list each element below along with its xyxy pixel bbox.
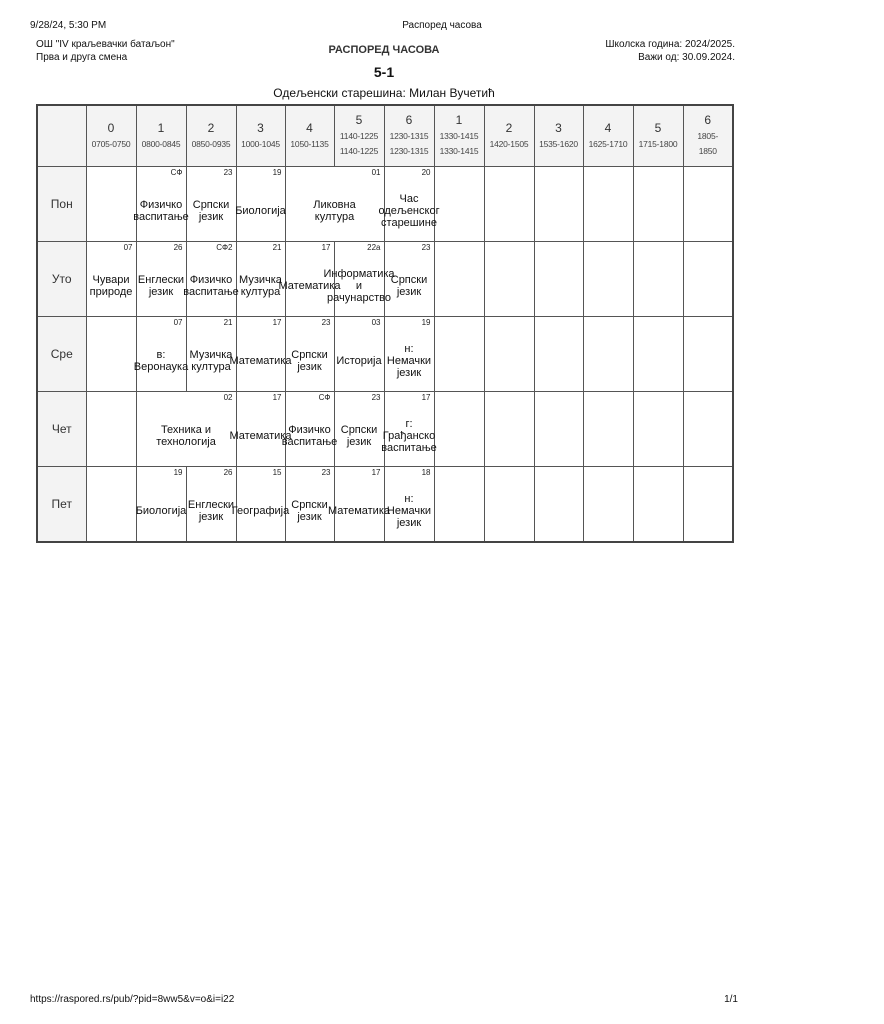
day-label: Сре bbox=[37, 317, 86, 392]
lesson-cell bbox=[136, 242, 186, 317]
lesson-cell bbox=[136, 392, 236, 467]
lesson-cell bbox=[381, 392, 437, 467]
period-header bbox=[434, 105, 484, 167]
lesson-cell bbox=[86, 317, 136, 392]
period-number: 6 bbox=[405, 113, 413, 127]
day-row bbox=[37, 317, 733, 392]
lesson-cell bbox=[534, 167, 583, 242]
print-doc-title: Распоред часова bbox=[402, 20, 482, 31]
lesson-cell bbox=[583, 167, 633, 242]
lesson-cell bbox=[186, 167, 236, 242]
room-number: СФ bbox=[318, 393, 331, 402]
lesson-cell bbox=[633, 167, 683, 242]
lesson-cell bbox=[583, 242, 633, 317]
period-header bbox=[136, 105, 186, 167]
lesson-cell bbox=[285, 167, 384, 242]
period-time: 1805- bbox=[697, 131, 719, 141]
period-header bbox=[334, 105, 384, 167]
subject-name: Час одељенског старешине bbox=[378, 193, 440, 229]
lesson-cell bbox=[633, 242, 683, 317]
lesson-cell bbox=[378, 167, 440, 242]
subject-name: Енглески језик bbox=[187, 499, 235, 523]
school-name: ОШ "IV краљевачки батаљон" bbox=[36, 39, 175, 50]
lesson-cell bbox=[683, 167, 733, 242]
subject-name: Математика bbox=[328, 505, 390, 517]
period-time: 1230-1315 bbox=[389, 131, 429, 141]
room-number: 19 bbox=[173, 468, 183, 477]
lesson-cell bbox=[683, 467, 733, 543]
lesson-cell bbox=[328, 467, 390, 543]
lesson-cell bbox=[86, 467, 136, 543]
period-number: 5 bbox=[355, 113, 363, 127]
subject-name: в: Веронаука bbox=[133, 349, 189, 373]
day-row bbox=[37, 392, 733, 467]
period-time: 0800-0845 bbox=[141, 138, 181, 149]
lesson-cell bbox=[136, 467, 186, 543]
lesson-cell bbox=[229, 317, 292, 392]
room-number: 01 bbox=[371, 168, 381, 177]
period-time: 1625-1710 bbox=[588, 138, 628, 149]
subject-name: Географија bbox=[231, 505, 290, 517]
room-number: СФ bbox=[170, 168, 183, 177]
period-header bbox=[484, 105, 534, 167]
room-number: 15 bbox=[272, 468, 282, 477]
period-time: 1715-1800 bbox=[638, 138, 678, 149]
subject-name: Српски језик bbox=[390, 274, 428, 298]
lesson-cell bbox=[534, 242, 583, 317]
footer-url: https://raspored.rs/pub/?pid=8ww5&v=o&i=i22 bbox=[30, 994, 235, 1005]
lesson-cell bbox=[183, 242, 239, 317]
lesson-cell bbox=[384, 467, 434, 543]
period-time: 1050-1135 bbox=[290, 138, 329, 149]
subject-name: Техника и технологија bbox=[156, 424, 216, 448]
room-number: 17 bbox=[272, 393, 282, 402]
period-header bbox=[86, 105, 136, 167]
lesson-cell bbox=[133, 167, 189, 242]
lesson-cell bbox=[285, 467, 334, 543]
lesson-cell bbox=[583, 317, 633, 392]
subject-name: Биологија bbox=[235, 205, 286, 217]
subject-name: Биологија bbox=[135, 505, 187, 517]
period-number: 4 bbox=[306, 120, 313, 135]
period-time: 1230-1315 bbox=[389, 146, 429, 156]
day-label: Пон bbox=[37, 167, 86, 242]
period-header bbox=[583, 105, 633, 167]
lesson-cell bbox=[434, 467, 484, 543]
room-number: 03 bbox=[371, 318, 381, 327]
lesson-cell bbox=[683, 317, 733, 392]
room-number: 21 bbox=[223, 318, 233, 327]
schedule-table bbox=[36, 104, 734, 543]
day-row bbox=[37, 167, 733, 242]
period-header-row bbox=[37, 105, 733, 167]
period-number: 1 bbox=[157, 120, 165, 135]
period-number: 2 bbox=[505, 120, 513, 135]
subject-name: Музичка култура bbox=[239, 274, 282, 298]
subject-name: Математика bbox=[229, 355, 292, 367]
lesson-cell bbox=[86, 167, 136, 242]
lesson-cell bbox=[633, 392, 683, 467]
lesson-cell bbox=[285, 317, 334, 392]
lesson-cell bbox=[633, 317, 683, 392]
period-time: 1330-1415 bbox=[439, 146, 479, 156]
lesson-cell bbox=[334, 317, 384, 392]
day-row bbox=[37, 467, 733, 543]
room-number: 17 bbox=[421, 393, 431, 402]
subject-name: н: Немачки језик bbox=[386, 493, 432, 529]
school-year: Школска година: 2024/2025. bbox=[605, 39, 735, 50]
subject-name: Математика bbox=[229, 430, 292, 442]
room-number: 02 bbox=[223, 393, 233, 402]
subject-name: н: Немачки језик bbox=[386, 343, 432, 379]
subject-name: Физичко васпитање bbox=[281, 424, 338, 448]
lesson-cell bbox=[384, 242, 434, 317]
subject-name: Историја bbox=[336, 355, 382, 367]
subject-name: Физичко васпитање bbox=[183, 274, 239, 298]
lesson-cell bbox=[683, 242, 733, 317]
subject-name: Српски језик bbox=[291, 499, 328, 523]
lesson-cell bbox=[86, 392, 136, 467]
period-time: 1000-1045 bbox=[241, 138, 280, 149]
subject-name: Српски језик bbox=[192, 199, 230, 223]
room-number: 07 bbox=[123, 243, 133, 252]
school-shift: Прва и друга смена bbox=[36, 52, 128, 63]
subject-name: Музичка култура bbox=[189, 349, 233, 373]
period-header bbox=[285, 105, 334, 167]
period-time: 1420-1505 bbox=[489, 138, 529, 149]
footer-page-number: 1/1 bbox=[724, 994, 738, 1005]
subject-name: Физичко васпитање bbox=[133, 199, 189, 223]
lesson-cell bbox=[229, 392, 292, 467]
room-number: 19 bbox=[421, 318, 431, 327]
room-number: 23 bbox=[321, 318, 331, 327]
lesson-cell bbox=[583, 392, 633, 467]
room-number: 18 bbox=[421, 468, 431, 477]
room-number: 19 bbox=[272, 168, 282, 177]
lesson-cell bbox=[434, 167, 484, 242]
period-time: 1535-1620 bbox=[539, 138, 578, 149]
page-title: РАСПОРЕД ЧАСОВА bbox=[328, 44, 440, 56]
period-time: 0850-0935 bbox=[191, 138, 231, 149]
period-header bbox=[534, 105, 583, 167]
period-number: 5 bbox=[654, 120, 662, 135]
lesson-cell bbox=[236, 167, 285, 242]
lesson-cell bbox=[236, 242, 285, 317]
room-number: 26 bbox=[173, 243, 183, 252]
period-number: 4 bbox=[604, 120, 612, 135]
day-label: Пет bbox=[37, 467, 86, 543]
lesson-cell bbox=[534, 392, 583, 467]
period-header bbox=[384, 105, 434, 167]
period-time: 0705-0750 bbox=[91, 138, 131, 149]
lesson-cell bbox=[434, 242, 484, 317]
period-number: 3 bbox=[257, 120, 264, 135]
lesson-cell bbox=[484, 392, 534, 467]
lesson-cell bbox=[434, 392, 484, 467]
lesson-cell bbox=[281, 392, 338, 467]
day-label: Уто bbox=[37, 242, 86, 317]
period-time: 1330-1415 bbox=[439, 131, 479, 141]
room-number: 22а bbox=[367, 243, 381, 252]
lesson-cell bbox=[534, 467, 583, 543]
lesson-cell bbox=[484, 317, 534, 392]
subject-name: г: Грађанско васпитање bbox=[381, 418, 437, 454]
period-header bbox=[236, 105, 285, 167]
period-number: 0 bbox=[107, 120, 115, 135]
room-number: 23 bbox=[421, 243, 431, 252]
print-datetime: 9/28/24, 5:30 PM bbox=[30, 20, 107, 31]
lesson-cell bbox=[683, 392, 733, 467]
room-number: 23 bbox=[371, 393, 381, 402]
lesson-cell bbox=[484, 467, 534, 543]
room-number: 17 bbox=[321, 243, 331, 252]
lesson-cell bbox=[583, 467, 633, 543]
room-number: 21 bbox=[272, 243, 282, 252]
class-name: 5-1 bbox=[373, 64, 395, 80]
lesson-cell bbox=[186, 467, 236, 543]
period-header bbox=[683, 105, 733, 167]
period-number: 3 bbox=[555, 120, 562, 135]
period-time: 1140-1225 bbox=[339, 131, 379, 141]
lesson-cell bbox=[133, 317, 189, 392]
period-time: 1850 bbox=[698, 146, 717, 156]
period-number: 2 bbox=[207, 120, 215, 135]
corner-cell bbox=[37, 105, 86, 167]
day-label: Чет bbox=[37, 392, 86, 467]
lesson-cell bbox=[86, 242, 136, 317]
lesson-cell bbox=[186, 317, 236, 392]
subject-name: Српски језик bbox=[291, 349, 328, 373]
room-number: 26 bbox=[223, 468, 233, 477]
room-number: 07 bbox=[173, 318, 183, 327]
class-teacher: Одељенски старешина: Милан Вучетић bbox=[273, 86, 495, 100]
subject-name: Енглески језик bbox=[137, 274, 185, 298]
lesson-cell bbox=[633, 467, 683, 543]
lesson-cell bbox=[334, 392, 384, 467]
lesson-cell bbox=[534, 317, 583, 392]
lesson-cell bbox=[384, 317, 434, 392]
room-number: 17 bbox=[371, 468, 381, 477]
valid-from: Важи од: 30.09.2024. bbox=[638, 52, 735, 63]
room-number: СФ2 bbox=[216, 243, 233, 252]
lesson-cell bbox=[484, 167, 534, 242]
room-number: 23 bbox=[321, 468, 331, 477]
room-number: 23 bbox=[223, 168, 233, 177]
period-number: 6 bbox=[704, 113, 712, 127]
period-number: 1 bbox=[455, 113, 463, 127]
subject-name: Српски језик bbox=[340, 424, 378, 448]
period-time: 1140-1225 bbox=[339, 146, 379, 156]
subject-name: Чувари природе bbox=[89, 274, 133, 298]
lesson-cell bbox=[231, 467, 290, 543]
subject-name: Информатика и рачунарство bbox=[323, 268, 395, 304]
period-header bbox=[186, 105, 236, 167]
subject-name: Математика bbox=[278, 280, 341, 292]
subject-name: Ликовна култура bbox=[313, 199, 356, 223]
lesson-cell bbox=[434, 317, 484, 392]
room-number: 17 bbox=[272, 318, 282, 327]
room-number: 20 bbox=[421, 168, 431, 177]
day-row bbox=[37, 242, 733, 317]
period-header bbox=[633, 105, 683, 167]
lesson-cell bbox=[484, 242, 534, 317]
